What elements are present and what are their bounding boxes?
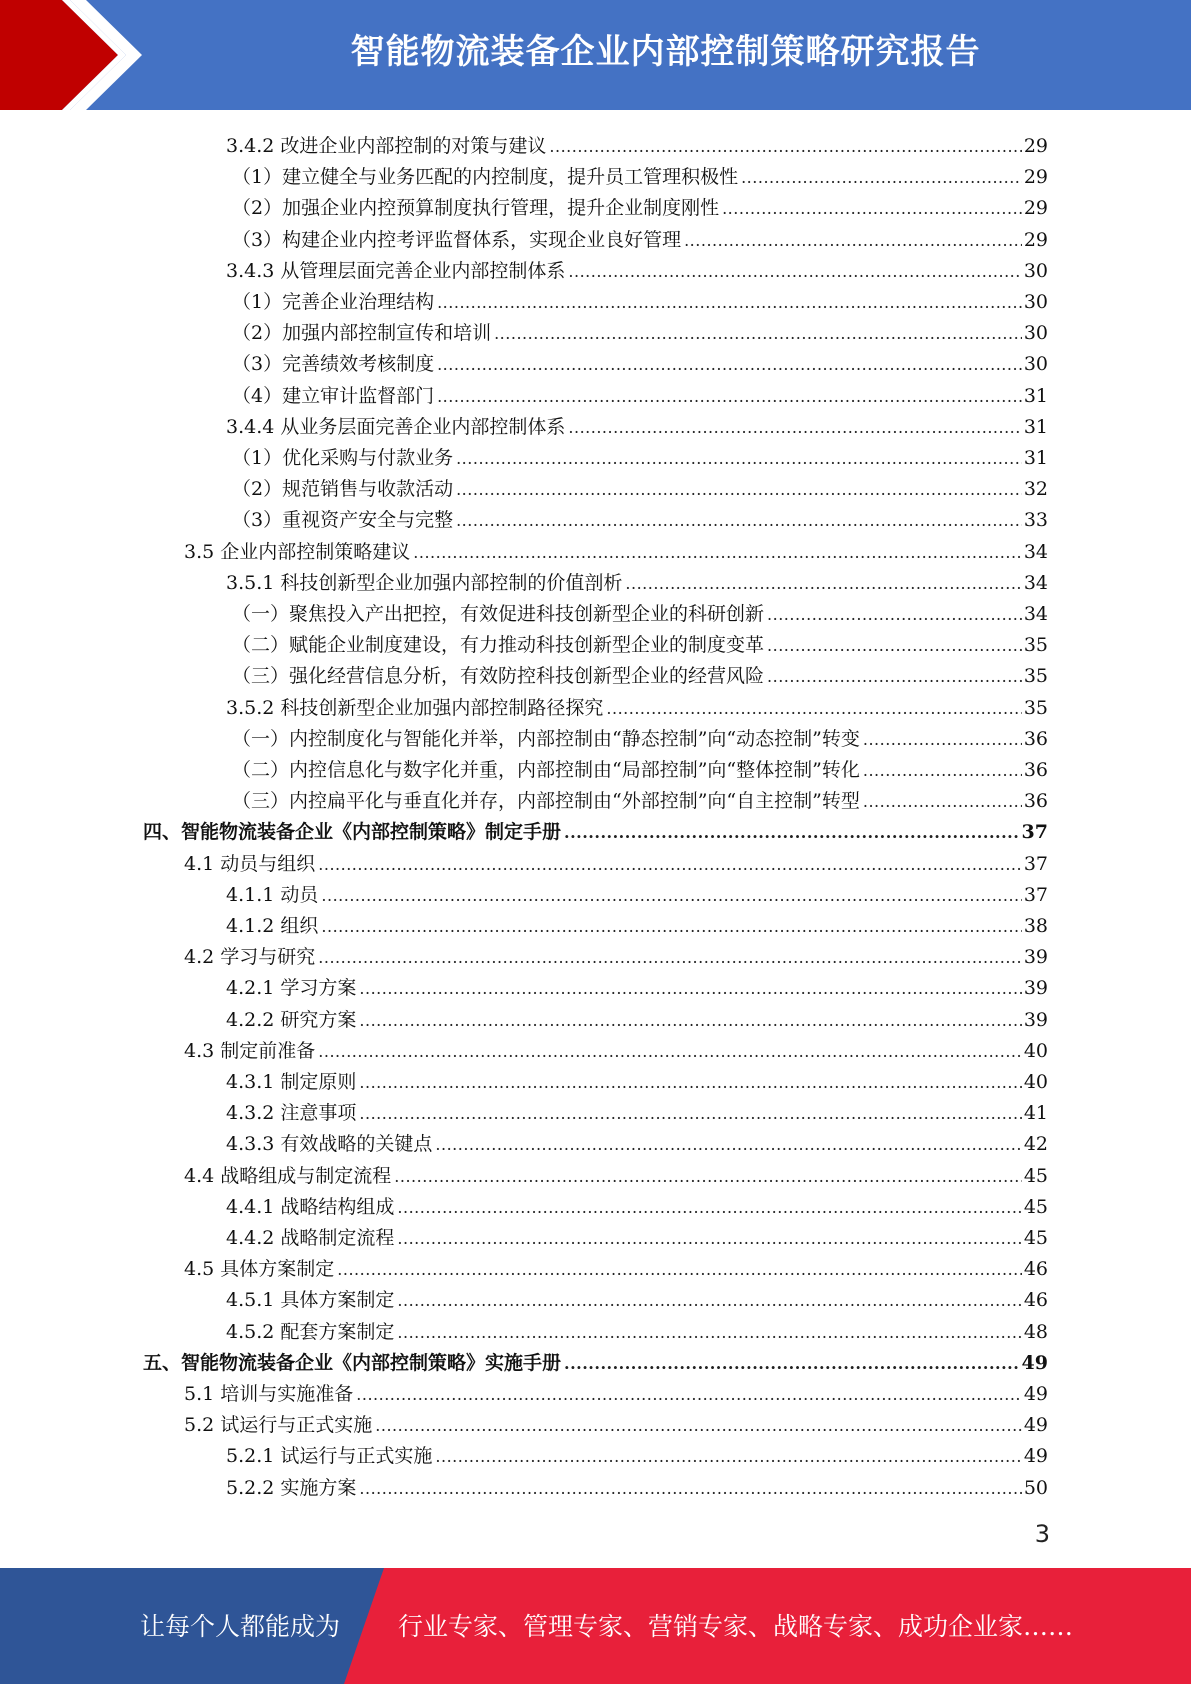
toc-entry-page: 34 — [1023, 540, 1048, 563]
toc-entry-label: 4.3.2 注意事项 — [226, 1102, 357, 1125]
toc-entry-page: 35 — [1023, 696, 1048, 719]
toc-dot-leader — [549, 136, 1021, 158]
toc-entry[interactable] — [232, 439, 1048, 470]
toc-entry[interactable] — [232, 470, 1048, 501]
toc-entry-page: 39 — [1023, 977, 1048, 1000]
toc-entry-page: 40 — [1023, 1071, 1048, 1093]
toc-entry-label: （二）赋能企业制度建设，有力推动科技创新型企业的制度变革 — [232, 634, 765, 657]
toc-entry-page: 29 — [1023, 166, 1048, 189]
toc-entry[interactable] — [226, 1469, 1048, 1500]
toc-entry-label: 4.1 动员与组织 — [184, 852, 316, 875]
toc-dot-leader — [456, 448, 1022, 470]
toc-entry-label: （1）完善企业治理结构 — [232, 291, 435, 313]
toc-dot-leader — [722, 198, 1022, 220]
toc-entry[interactable] — [232, 657, 1048, 688]
toc-dot-leader — [318, 854, 1022, 876]
toc-entry[interactable] — [232, 595, 1048, 626]
toc-entry-label: （1）优化采购与付款业务 — [232, 447, 454, 469]
toc-entry[interactable] — [226, 1125, 1048, 1156]
toc-dot-leader — [564, 1353, 1020, 1375]
toc-entry-page: 37 — [1021, 821, 1048, 844]
toc-entry[interactable] — [232, 782, 1048, 813]
toc-dot-leader — [456, 510, 1022, 532]
toc-dot-leader — [375, 1415, 1022, 1437]
toc-entry[interactable] — [226, 1063, 1048, 1094]
toc-entry[interactable] — [226, 1313, 1048, 1344]
toc-entry-label: （三）内控扁平化与垂直化并存，内部控制由“外部控制”向“自主控制”转型 — [232, 790, 860, 813]
toc-entry-label: 4.1.2 组织 — [226, 915, 319, 937]
toc-entry-label: 四、智能物流装备企业《内部控制策略》制定手册 — [143, 821, 562, 844]
toc-entry-label: （3）完善绩效考核制度 — [232, 353, 435, 376]
toc-dot-leader — [413, 542, 1022, 564]
toc-entry[interactable] — [226, 1094, 1048, 1125]
toc-entry-page: 35 — [1023, 634, 1048, 657]
toc-dot-leader — [318, 947, 1022, 969]
toc-dot-leader — [359, 1103, 1021, 1125]
toc-entry[interactable] — [232, 189, 1048, 220]
toc-entry-page: 40 — [1023, 1039, 1048, 1062]
toc-dot-leader — [494, 323, 1022, 345]
toc-entry-label: 3.5 企业内部控制策略建议 — [184, 540, 411, 563]
toc-entry-page: 32 — [1023, 478, 1048, 501]
toc-entry-page: 39 — [1023, 1008, 1048, 1031]
toc-dot-leader — [568, 261, 1021, 283]
toc-entry[interactable] — [184, 1406, 1048, 1437]
toc-entry[interactable] — [226, 1281, 1048, 1312]
toc-entry-label: 五、智能物流装备企业《内部控制策略》实施手册 — [143, 1351, 562, 1374]
toc-entry-label: （3）重视资产安全与完整 — [232, 509, 454, 532]
toc-dot-leader — [397, 1228, 1021, 1250]
toc-entry-page: 39 — [1023, 946, 1048, 969]
toc-entry-page: 33 — [1023, 509, 1048, 532]
report-title: 智能物流装备企业内部控制策略研究报告 — [350, 32, 981, 72]
footer-slogan-right: 行业专家、管理专家、营销专家、战略专家、成功企业家…… — [398, 1612, 1074, 1641]
toc-entry-page: 46 — [1023, 1289, 1048, 1312]
toc-dot-leader — [863, 791, 1022, 813]
toc-entry[interactable] — [232, 221, 1048, 252]
toc-entry[interactable] — [184, 533, 1048, 564]
page-number: 3 — [1034, 1520, 1050, 1548]
toc-entry-label: （2）规范销售与收款活动 — [232, 478, 454, 501]
toc-entry-page: 45 — [1023, 1164, 1048, 1187]
toc-entry-label: （一）内控制度化与智能化并举，内部控制由“静态控制”向“动态控制”转变 — [232, 727, 860, 750]
toc-entry-page: 29 — [1023, 135, 1048, 157]
toc-dot-leader — [359, 1010, 1021, 1032]
toc-entry-page: 49 — [1023, 1414, 1048, 1437]
toc-entry-page: 37 — [1023, 852, 1048, 875]
toc-entry-page: 29 — [1023, 228, 1048, 251]
toc-entry[interactable] — [226, 127, 1048, 158]
toc-dot-leader — [863, 729, 1022, 751]
toc-entry-label: 3.4.4 从业务层面完善企业内部控制体系 — [226, 415, 566, 438]
toc-entry-label: 4.5 具体方案制定 — [184, 1258, 335, 1281]
header-banner — [0, 0, 1191, 110]
toc-dot-leader — [437, 292, 1022, 314]
toc-entry-page: 30 — [1023, 259, 1048, 282]
toc-entry-page: 49 — [1023, 1445, 1048, 1468]
toc-entry-page: 42 — [1023, 1133, 1048, 1156]
footer-slogan-left: 让每个人都能成为 — [140, 1612, 341, 1641]
toc-entry-label: 5.2.2 实施方案 — [226, 1476, 357, 1499]
toc-entry[interactable] — [184, 1032, 1048, 1063]
toc-dot-leader — [767, 604, 1022, 626]
toc-dot-leader — [437, 386, 1022, 408]
toc-entry[interactable] — [226, 1188, 1048, 1219]
toc-entry[interactable] — [226, 907, 1048, 938]
toc-entry-page: 30 — [1023, 322, 1048, 345]
toc-entry-label: 4.1.1 动员 — [226, 883, 319, 906]
toc-entry-label: 4.4.1 战略结构组成 — [226, 1195, 395, 1218]
toc-dot-leader — [741, 167, 1022, 189]
toc-dot-leader — [568, 417, 1021, 439]
toc-dot-leader — [394, 1166, 1022, 1188]
toc-entry-page: 31 — [1023, 415, 1048, 438]
toc-entry-page: 41 — [1023, 1102, 1048, 1125]
toc-entry-page: 34 — [1023, 571, 1048, 594]
toc-entry-label: 3.5.2 科技创新型企业加强内部控制路径探究 — [226, 696, 604, 719]
toc-entry[interactable] — [232, 345, 1048, 376]
toc-dot-leader — [767, 635, 1022, 657]
toc-entry[interactable] — [226, 408, 1048, 439]
toc-entry-page: 49 — [1021, 1351, 1048, 1374]
toc-entry-page: 29 — [1023, 197, 1048, 220]
toc-entry-page: 46 — [1023, 1258, 1048, 1281]
toc-entry-page: 31 — [1023, 384, 1048, 407]
toc-dot-leader — [337, 1259, 1022, 1281]
toc-dot-leader — [863, 760, 1022, 782]
toc-entry[interactable] — [232, 720, 1048, 751]
toc-dot-leader — [397, 1322, 1021, 1344]
red-chevron-decoration — [0, 0, 160, 110]
toc-entry-label: （2）加强内部控制宣传和培训 — [232, 322, 492, 345]
toc-entry[interactable] — [226, 689, 1048, 720]
toc-entry-label: 4.5.2 配套方案制定 — [226, 1320, 395, 1343]
toc-entry-label: 4.3.1 制定原则 — [226, 1071, 357, 1093]
toc-entry-page: 34 — [1023, 603, 1048, 625]
toc-dot-leader — [397, 1197, 1021, 1219]
toc-entry[interactable] — [184, 1157, 1048, 1188]
toc-entry[interactable] — [226, 564, 1048, 595]
toc-dot-leader — [684, 230, 1022, 252]
toc-dot-leader — [359, 1072, 1021, 1094]
toc-entry[interactable] — [184, 938, 1048, 969]
toc-entry-page: 45 — [1023, 1227, 1048, 1249]
toc-entry-label: 5.2 试运行与正式实施 — [184, 1414, 373, 1437]
toc-entry-page: 45 — [1023, 1195, 1048, 1218]
toc-entry-label: （三）强化经营信息分析，有效防控科技创新型企业的经营风险 — [232, 665, 765, 688]
toc-entry[interactable] — [232, 751, 1048, 782]
toc-entry-page: 38 — [1023, 915, 1048, 937]
toc-entry-label: （3）构建企业内控考评监督体系，实现企业良好管理 — [232, 228, 682, 251]
toc-entry[interactable] — [184, 845, 1048, 876]
toc-dot-leader — [321, 916, 1021, 938]
toc-entry-label: 4.4.2 战略制定流程 — [226, 1227, 395, 1249]
toc-entry[interactable] — [226, 969, 1048, 1000]
toc-entry[interactable] — [232, 501, 1048, 532]
toc-entry-page: 30 — [1023, 291, 1048, 313]
toc-dot-leader — [625, 573, 1021, 595]
toc-entry-page: 35 — [1023, 665, 1048, 688]
toc-entry-label: （4）建立审计监督部门 — [232, 384, 435, 407]
toc-entry-label: 4.2.2 研究方案 — [226, 1008, 357, 1031]
toc-dot-leader — [437, 354, 1022, 376]
footer-banner — [0, 1568, 1191, 1684]
toc-entry[interactable] — [226, 1437, 1048, 1468]
toc-entry[interactable] — [143, 813, 1048, 844]
toc-entry-label: （二）内控信息化与数字化并重，内部控制由“局部控制”向“整体控制”转化 — [232, 759, 860, 781]
toc-entry-label: 4.3.3 有效战略的关键点 — [226, 1133, 433, 1156]
toc-entry-label: 5.2.1 试运行与正式实施 — [226, 1445, 433, 1468]
toc-dot-leader — [767, 666, 1022, 688]
toc-entry-page: 36 — [1023, 759, 1048, 781]
toc-entry-page: 49 — [1023, 1383, 1048, 1405]
toc-entry-page: 30 — [1023, 353, 1048, 376]
toc-entry-label: 4.4 战略组成与制定流程 — [184, 1164, 392, 1187]
toc-entry-label: 5.1 培训与实施准备 — [184, 1383, 354, 1405]
toc-entry[interactable] — [226, 876, 1048, 907]
toc-entry[interactable] — [232, 314, 1048, 345]
toc-dot-leader — [435, 1446, 1021, 1468]
toc-entry-label: 4.5.1 具体方案制定 — [226, 1289, 395, 1312]
toc-entry[interactable] — [226, 1219, 1048, 1250]
toc-entry-page: 31 — [1023, 447, 1048, 469]
toc-entry-page: 36 — [1023, 727, 1048, 750]
toc-dot-leader — [435, 1134, 1021, 1156]
toc-entry[interactable] — [184, 1250, 1048, 1281]
toc-entry-label: 3.5.1 科技创新型企业加强内部控制的价值剖析 — [226, 571, 623, 594]
toc-entry-page: 50 — [1023, 1476, 1048, 1499]
toc-entry[interactable] — [226, 252, 1048, 283]
toc-entry[interactable] — [232, 158, 1048, 189]
toc-entry[interactable] — [226, 1001, 1048, 1032]
toc-dot-leader — [397, 1290, 1021, 1312]
toc-entry[interactable] — [184, 1375, 1048, 1406]
toc-entry[interactable] — [232, 283, 1048, 314]
toc-entry-page: 48 — [1023, 1320, 1048, 1343]
toc-dot-leader — [318, 1041, 1022, 1063]
toc-entry-label: 4.3 制定前准备 — [184, 1039, 316, 1062]
toc-entry-label: （2）加强企业内控预算制度执行管理，提升企业制度刚性 — [232, 197, 720, 220]
toc-dot-leader — [564, 822, 1020, 844]
toc-dot-leader — [606, 698, 1021, 720]
toc-entry[interactable] — [232, 377, 1048, 408]
toc-entry-label: 4.2 学习与研究 — [184, 946, 316, 969]
toc-entry-label: （一）聚焦投入产出把控，有效促进科技创新型企业的科研创新 — [232, 603, 765, 625]
toc-entry-label: 4.2.1 学习方案 — [226, 977, 357, 1000]
toc-entry-page: 37 — [1023, 883, 1048, 906]
toc-dot-leader — [321, 885, 1021, 907]
toc-entry-label: 3.4.2 改进企业内部控制的对策与建议 — [226, 135, 547, 157]
toc-entry-label: 3.4.3 从管理层面完善企业内部控制体系 — [226, 259, 566, 282]
toc-dot-leader — [456, 479, 1022, 501]
toc-entry-label: （1）建立健全与业务匹配的内控制度，提升员工管理积极性 — [232, 166, 739, 189]
toc-entry-page: 36 — [1023, 790, 1048, 813]
toc-dot-leader — [359, 978, 1021, 1000]
toc-entry[interactable] — [143, 1344, 1048, 1375]
toc-dot-leader — [356, 1384, 1022, 1406]
toc-dot-leader — [359, 1478, 1021, 1500]
toc-entry[interactable] — [232, 626, 1048, 657]
